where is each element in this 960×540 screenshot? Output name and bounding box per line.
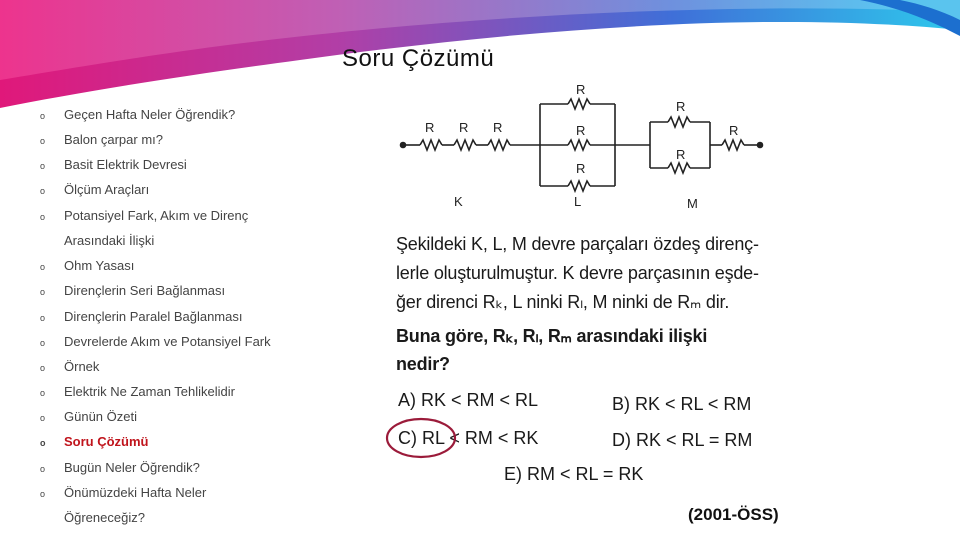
menu-item[interactable] <box>40 208 248 223</box>
menu-item[interactable] <box>40 258 134 273</box>
bullet: o <box>40 363 46 373</box>
menu-item-label: Dirençlerin Paralel Bağlanması <box>64 309 243 324</box>
resistor-label: R <box>576 123 586 138</box>
menu-item-label: Önümüzdeki Hafta Neler <box>64 485 207 500</box>
menu-item-label: Potansiyel Fark, Akım ve Direnç <box>64 208 249 223</box>
resistor-label: R <box>676 147 686 162</box>
circuit-part-label-l: L <box>574 194 582 209</box>
bullet: o <box>40 186 46 196</box>
circuit-part-label-m: M <box>687 196 698 211</box>
menu-item[interactable] <box>40 107 235 122</box>
option-b[interactable]: B) RK < RL < RM <box>612 394 752 414</box>
bullet: o <box>40 413 46 423</box>
menu-item-label: Geçen Hafta Neler Öğrendik? <box>64 107 236 122</box>
menu-item[interactable] <box>40 132 163 147</box>
menu-item[interactable] <box>40 309 242 324</box>
question-line: Buna göre, Rₖ, Rₗ, Rₘ arasındaki ilişki <box>396 326 708 346</box>
menu-item[interactable] <box>40 460 200 475</box>
menu-item-label: Basit Elektrik Devresi <box>64 157 187 172</box>
option-a[interactable]: A) RK < RM < RL <box>398 390 539 410</box>
bullet: o <box>40 136 46 146</box>
bullet: o <box>40 388 46 398</box>
question-line: ğer direnci Rₖ, L ninki Rₗ, M ninki de Rₘ dir. <box>396 292 730 312</box>
question-line: nedir? <box>396 354 450 374</box>
slide-title: Soru Çözümü <box>342 45 495 72</box>
bullet: o <box>40 489 46 499</box>
menu-item-active[interactable] <box>40 434 149 449</box>
menu-item[interactable] <box>40 182 149 197</box>
menu-item-label: Bugün Neler Öğrendik? <box>64 460 200 475</box>
menu-item[interactable] <box>40 157 187 172</box>
resistor-label: R <box>493 120 503 135</box>
resistor-label: R <box>576 161 586 176</box>
bullet: o <box>40 111 46 121</box>
bullet: o <box>40 338 46 348</box>
bullet: o <box>40 464 46 474</box>
question-line: lerle oluşturulmuştur. K devre parçasının eşde- <box>396 263 759 283</box>
circuit-part-label-k: K <box>454 194 463 209</box>
bullet: o <box>40 438 46 448</box>
menu-item-label: Balon çarpar mı? <box>64 132 163 147</box>
bullet: o <box>40 262 46 272</box>
resistor-label: R <box>425 120 435 135</box>
resistor-label: R <box>459 120 469 135</box>
bullet: o <box>40 313 46 323</box>
menu-item-continuation[interactable]: Öğreneceğiz? <box>64 510 145 525</box>
resistor-label: R <box>676 99 686 114</box>
bullet: o <box>40 161 46 171</box>
menu-item-label: Günün Özeti <box>64 409 137 424</box>
menu-item[interactable] <box>40 409 137 424</box>
menu-item-label: Devrelerde Akım ve Potansiyel Fark <box>64 334 271 349</box>
menu-item-label: Ölçüm Araçları <box>64 182 150 197</box>
menu-item-continuation[interactable]: Arasındaki İlişki <box>64 233 155 248</box>
bullet: o <box>40 287 46 297</box>
menu-item[interactable] <box>40 485 206 500</box>
resistor-label: R <box>576 82 586 97</box>
bullet: o <box>40 212 46 222</box>
menu-item-label: Örnek <box>64 359 100 374</box>
question-line: Şekildeki K, L, M devre parçaları özdeş direnç- <box>396 234 759 254</box>
menu-item-label: Ohm Yasası <box>64 258 135 273</box>
answer-circle <box>384 416 458 460</box>
option-c[interactable]: C) RL < RM < RK <box>398 428 539 448</box>
option-e[interactable]: E) RM < RL = RK <box>504 464 644 484</box>
menu-item[interactable] <box>40 334 271 349</box>
option-d[interactable]: D) RK < RL = RM <box>612 430 753 450</box>
question-source: (2001-ÖSS) <box>688 505 779 524</box>
menu-item[interactable] <box>40 384 235 399</box>
menu-item[interactable] <box>40 283 225 298</box>
menu-item[interactable] <box>40 359 99 374</box>
resistor-label: R <box>729 123 739 138</box>
menu-item-label: Dirençlerin Seri Bağlanması <box>64 283 226 298</box>
menu-item-label: Elektrik Ne Zaman Tehlikelidir <box>64 384 235 399</box>
circuit-diagram <box>380 82 800 217</box>
menu-item-label: Soru Çözümü <box>64 434 149 449</box>
